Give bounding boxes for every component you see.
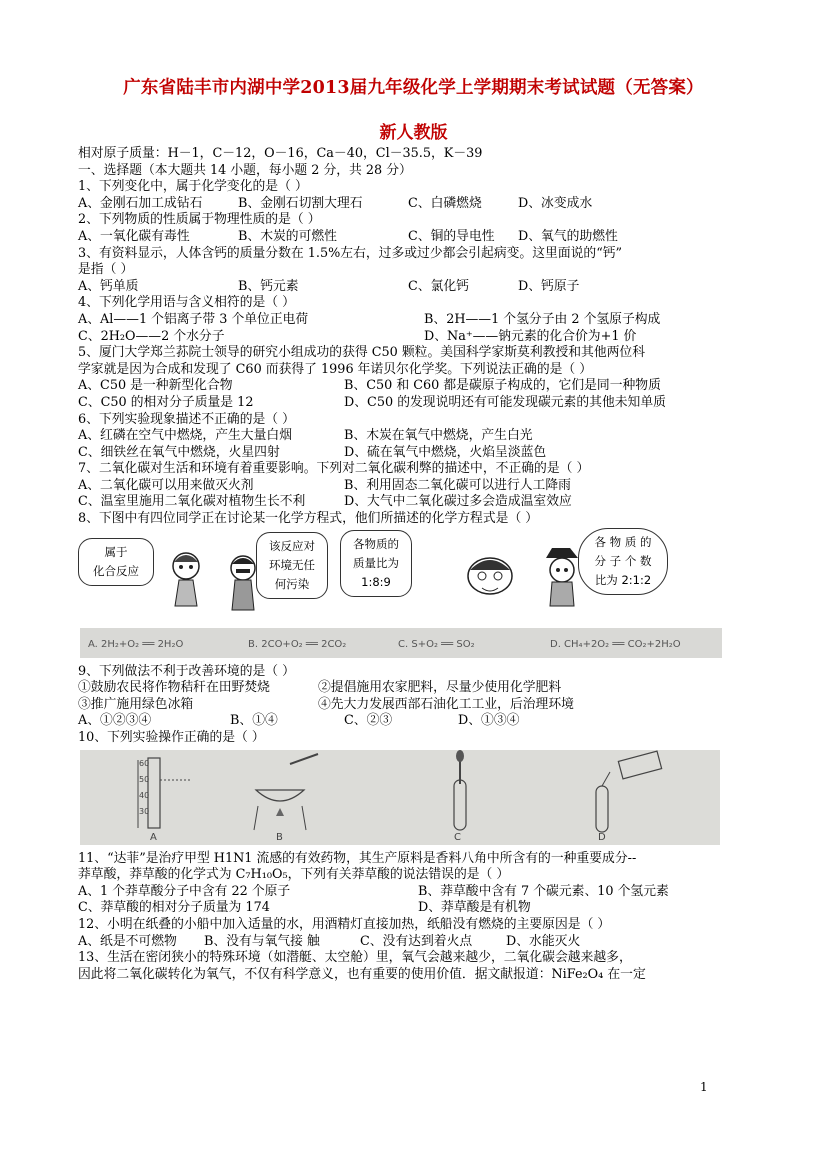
equation-a: A. 2H₂+O₂ ══ 2H₂O bbox=[88, 638, 184, 650]
option-c: C、白磷燃烧 bbox=[408, 195, 482, 211]
equation-options-strip bbox=[80, 628, 722, 658]
discussion-figure bbox=[78, 528, 758, 628]
option-a: A、钙单质 bbox=[78, 278, 139, 294]
option-a: A、一氧化碳有毒性 bbox=[78, 228, 190, 244]
scale-label-60: 60 bbox=[139, 758, 150, 768]
question-5: 5、厦门大学郑兰荪院士领导的研究小组成功的获得 C50 颗粒。美国科学家斯莫利教授和其他两位科 bbox=[78, 345, 646, 361]
question-1-options bbox=[78, 196, 758, 213]
question-2: 2、下列物质的性质属于物理性质的是（ ） bbox=[78, 212, 321, 228]
option-d: D、大气中二氧化碳过多会造成温室效应 bbox=[344, 494, 572, 510]
question-7-options-cd bbox=[78, 494, 758, 511]
option-a: A、红磷在空气中燃烧，产生大量白烟 bbox=[78, 428, 292, 444]
question-8: 8、下图中有四位同学正在讨论某一化学方程式，他们所描述的化学方程式是（ ） bbox=[78, 511, 539, 527]
lab-operations-figure bbox=[80, 750, 720, 845]
option-c: C、没有达到着火点 bbox=[360, 933, 473, 949]
option-b: B、利用固态二氧化碳可以进行人工降雨 bbox=[344, 477, 571, 493]
option-b: B、2H——1 个氢分子由 2 个氢原子构成 bbox=[424, 311, 661, 327]
question-9-items-34: ③推广施用绿色冰箱 ④先大力发展西部石油化工工业，后治理环境 bbox=[78, 696, 574, 712]
question-13: 13、生活在密闭狭小的特殊环境（如潜艇、太空舱）里，氧气会越来越少，二氧化碳会越来越多， bbox=[78, 950, 632, 966]
question-7: 7、二氧化碳对生活和环境有着重要影响。下列对二氧化碳利弊的描述中，不正确的是（ ） bbox=[78, 461, 590, 477]
option-c: C、氯化钙 bbox=[408, 278, 469, 294]
question-13-cont: 因此将二氧化碳转化为氧气，不仅有科学意义，也有重要的使用价值．据文献报道：NiFe₂O₄ 在一定 bbox=[78, 966, 646, 982]
option-b: B、C50 和 C60 都是碳原子构成的，它们是同一种物质 bbox=[344, 378, 661, 394]
option-b: B、①④ bbox=[230, 713, 278, 729]
option-a: A、①②③④ bbox=[78, 713, 152, 729]
option-b: B、木炭在氧气中燃烧，产生白光 bbox=[344, 428, 533, 444]
speech-bubble-2: 该反应对 环境无任 何污染 bbox=[256, 532, 328, 599]
option-d: D、冰变成水 bbox=[518, 195, 593, 211]
scale-label-50: 50 bbox=[139, 774, 150, 784]
question-4-options-ab bbox=[78, 312, 758, 329]
option-d: D、硫在氧气中燃烧，火焰呈淡蓝色 bbox=[344, 444, 547, 460]
question-2-options bbox=[78, 229, 758, 246]
question-5-options-cd bbox=[78, 395, 758, 412]
question-9-options bbox=[78, 713, 758, 730]
question-10: 10、下列实验操作正确的是（ ） bbox=[78, 730, 265, 746]
option-c: C、莽草酸的相对分子质量为 174 bbox=[78, 900, 270, 916]
option-a: A、金刚石加工成钻石 bbox=[78, 195, 203, 211]
scale-label-40: 40 bbox=[139, 790, 150, 800]
option-d: D、氧气的助燃性 bbox=[518, 228, 618, 244]
question-4: 4、下列化学用语与含义相符的是（ ） bbox=[78, 295, 295, 311]
question-1: 1、下列变化中，属于化学变化的是（ ） bbox=[78, 179, 308, 195]
figure-label-a: A bbox=[150, 831, 157, 843]
question-3-cont: 是指（ ） bbox=[78, 262, 134, 278]
question-3: 3、有资料显示，人体含钙的质量分数在 1.5%左右，过多或过少都会引起病变。这里面说的“钙” bbox=[78, 245, 623, 261]
option-a: A、1 个莽草酸分子中含有 22 个原子 bbox=[78, 883, 291, 899]
question-11-options-ab bbox=[78, 884, 758, 901]
option-c: C、2H₂O——2 个水分子 bbox=[78, 328, 225, 344]
equation-c: C. S+O₂ ══ SO₂ bbox=[398, 638, 475, 650]
question-11: 11、“达菲”是治疗甲型 H1N1 流感的有效药物，其生产原料是香料八角中所含有的一种重要成分-- bbox=[78, 850, 637, 866]
figure-label-c: C bbox=[454, 831, 461, 843]
atomic-mass-line: 相对原子质量：H－1，C－12，O－16，Ca－40，Cl－35.5，K－39 bbox=[78, 146, 483, 161]
option-d: D、Na⁺——钠元素的化合价为+1 价 bbox=[424, 328, 637, 344]
option-b: B、金刚石切割大理石 bbox=[238, 195, 363, 211]
option-a: A、二氧化碳可以用来做灭火剂 bbox=[78, 477, 254, 493]
option-c: C、温室里施用二氧化碳对植物生长不利 bbox=[78, 494, 306, 510]
option-b: B、没有与氧气接 触 bbox=[204, 933, 320, 949]
option-c: C、C50 的相对分子质量是 12 bbox=[78, 394, 254, 410]
option-b: B、木炭的可燃性 bbox=[238, 228, 337, 244]
option-d: D、C50 的发现说明还有可能发现碳元素的其他未知单质 bbox=[344, 394, 666, 410]
document-subtitle: 新人教版 bbox=[379, 123, 448, 143]
option-a: A、纸是不可燃物 bbox=[78, 933, 177, 949]
option-c: C、铜的导电性 bbox=[408, 228, 495, 244]
option-b: B、莽草酸中含有 7 个碳元素、10 个氢元素 bbox=[418, 883, 669, 899]
document-title: 广东省陆丰市内湖中学2013届九年级化学上学期期末考试试题（无答案） bbox=[123, 78, 704, 98]
equation-d: D. CH₄+2O₂ ══ CO₂+2H₂O bbox=[550, 638, 681, 650]
question-6-options-cd bbox=[78, 445, 758, 462]
question-11-cont: 莽草酸，莽草酸的化学式为 C₇H₁₀O₅，下列有关莽草酸的说法错误的是（ ） bbox=[78, 867, 510, 883]
speech-bubble-4: 各 物 质 的 分 子 个 数 比为 2:1:2 bbox=[578, 528, 668, 595]
option-d: D、①③④ bbox=[458, 713, 520, 729]
question-11-options-cd bbox=[78, 900, 758, 917]
page-number: 1 bbox=[700, 1080, 708, 1094]
exam-body bbox=[78, 146, 758, 983]
option-d: D、水能灭火 bbox=[506, 933, 581, 949]
option-b: B、钙元素 bbox=[238, 278, 299, 294]
option-c: C、②③ bbox=[344, 713, 393, 729]
section-heading: 一、选择题（本大题共 14 小题，每小题 2 分，共 28 分） bbox=[78, 162, 412, 178]
equation-b: B. 2CO+O₂ ══ 2CO₂ bbox=[248, 638, 347, 650]
question-9-items-12: ①鼓励农民将作物秸秆在田野焚烧 ②提倡施用农家肥料，尽量少使用化学肥料 bbox=[78, 680, 562, 696]
question-4-options-cd bbox=[78, 329, 758, 346]
student-figure-1 bbox=[164, 546, 208, 616]
question-6-options-ab bbox=[78, 428, 758, 445]
option-d: D、钙原子 bbox=[518, 278, 580, 294]
question-5-cont: 学家就是因为合成和发现了 C60 而获得了 1996 年诺贝尔化学奖。下列说法正确的是（ ） bbox=[78, 361, 593, 377]
figure-label-d: D bbox=[598, 831, 606, 843]
question-5-options-ab bbox=[78, 378, 758, 395]
question-12: 12、小明在纸叠的小船中加入适量的水，用酒精灯直接加热，纸船没有燃烧的主要原因是（ ） bbox=[78, 917, 611, 932]
question-12-options bbox=[78, 934, 758, 951]
option-a: A、Al——1 个铝离子带 3 个单位正电荷 bbox=[78, 311, 309, 327]
scale-label-30: 30 bbox=[139, 806, 150, 816]
question-6: 6、下列实验现象描述不正确的是（ ） bbox=[78, 411, 295, 427]
option-d: D、莽草酸是有机物 bbox=[418, 900, 531, 916]
option-c: C、细铁丝在氧气中燃烧，火星四射 bbox=[78, 444, 280, 460]
question-7-options-ab bbox=[78, 478, 758, 495]
lab-apparatus-illustration bbox=[80, 750, 720, 845]
figure-label-b: B bbox=[276, 831, 283, 843]
student-figure-3 bbox=[462, 550, 518, 606]
question-9: 9、下列做法不利于改善环境的是（ ） bbox=[78, 663, 295, 679]
speech-bubble-1: 属于 化合反应 bbox=[78, 538, 154, 586]
option-a: A、C50 是一种新型化合物 bbox=[78, 378, 233, 394]
question-3-options bbox=[78, 279, 758, 296]
speech-bubble-3: 各物质的 质量比为 1:8:9 bbox=[340, 530, 412, 597]
